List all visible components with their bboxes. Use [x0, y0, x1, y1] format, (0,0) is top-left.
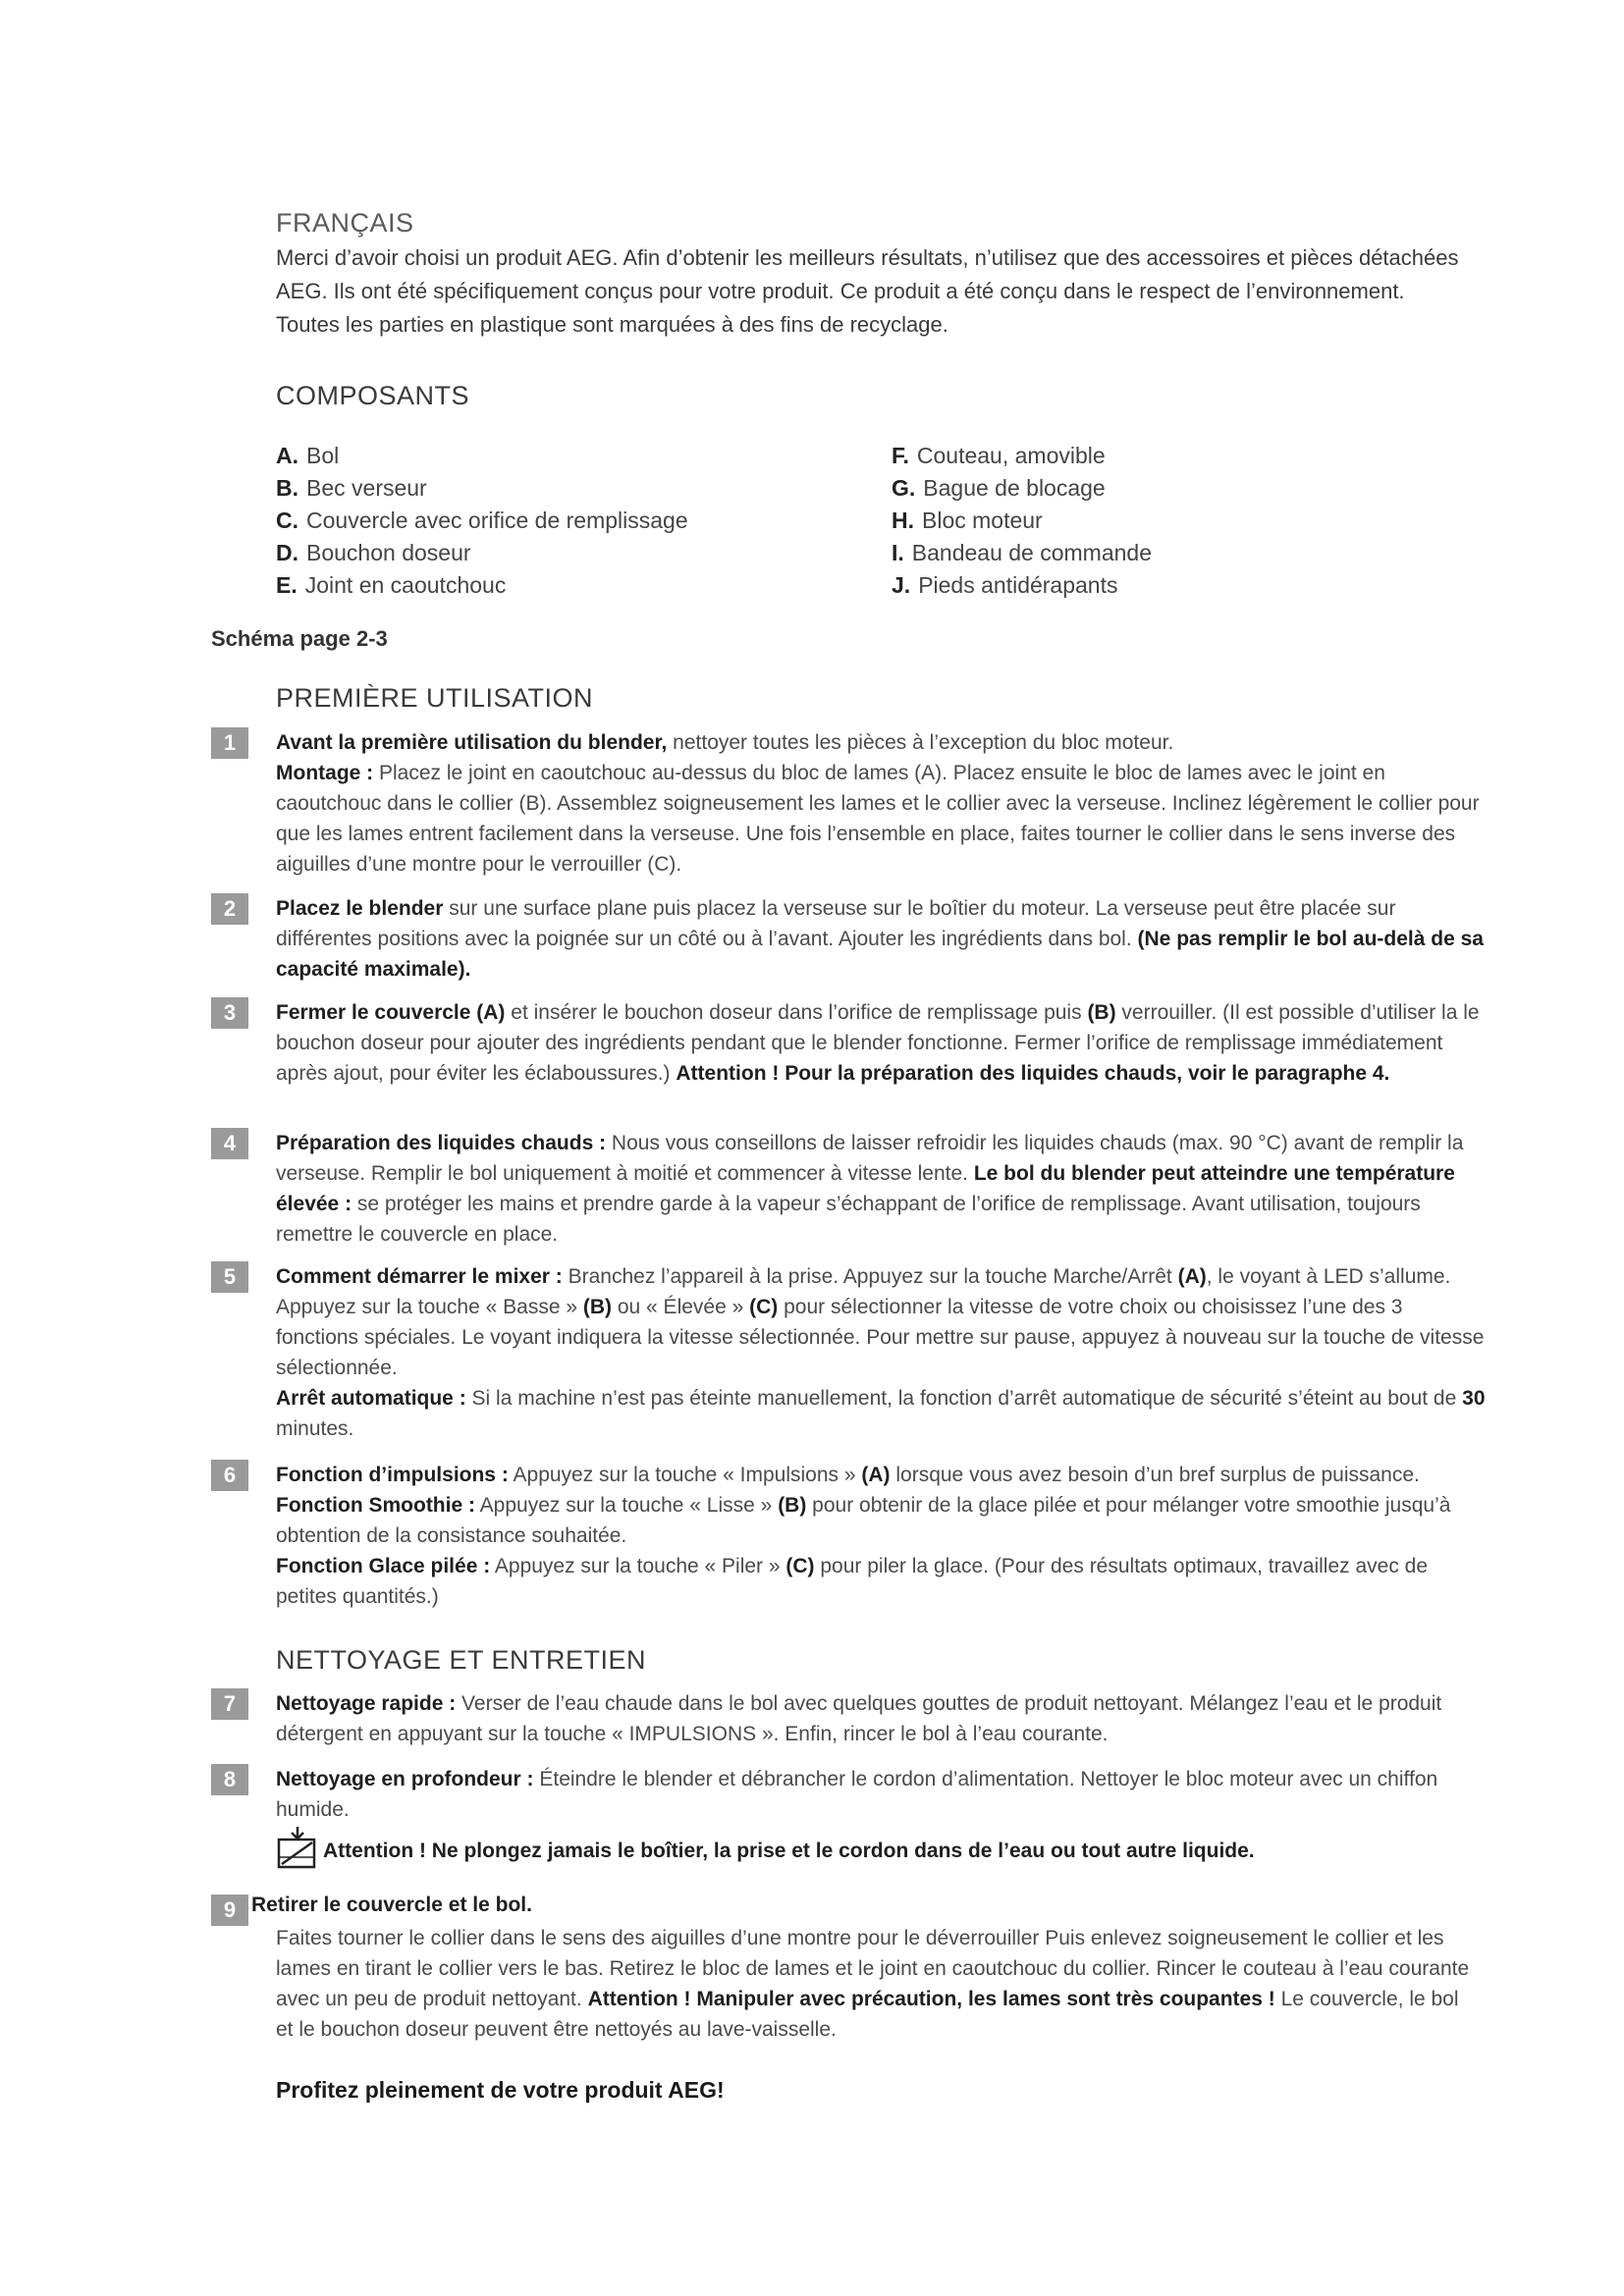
component-item: E. Joint en caoutchouc [276, 572, 507, 598]
step-number-badge: 8 [211, 1764, 248, 1795]
intro-paragraph: Merci d’avoir choisi un produit AEG. Afin d’obtenir les meilleurs résultats, n’utilisez que des accessoires et pièces détachées AEG. Ils ont été spécifiquement conçus pour votre produit. Ce produit a été conçu dans le respect de l’environnement. Toutes les parties en plastique sont marquées à des fins de recyclage. [276, 245, 1459, 337]
step-text: Nettoyage rapide : Verser de l’eau chaude dans le bol avec quelques gouttes de produit nettoyant. Mélangez l’eau et le produit détergent en appuyant sur la touche « IMPULSIONS ». Enfin, rincer le bol à l’eau courante. [276, 1692, 1442, 1745]
step-text: Comment démarrer le mixer : Branchez l’appareil à la prise. Appuyez sur la touche Marche/Arrêt (A), le voyant à LED s’allume. Appuyez sur la touche « Basse » (B) ou « Élevée » (C) pour sélectionner la vitesse de votre choix ou choisissez l’une des 3 fonctions spéciales. Le voyant indiquera la vitesse sélectionnée. Pour mettre sur pause, appuyez à nouveau sur la touche de vitesse sélectionnée. Arrêt automatique : Si la machine n’est pas éteinte manuellement, la fonction d’arrêt automatique de sécurité s’éteint au bout de 30 minutes. [276, 1265, 1486, 1440]
first-use-title: PREMIÈRE UTILISATION [276, 683, 594, 713]
step-text: Placez le blender sur une surface plane puis placez la verseuse sur le boîtier du moteur. La verseuse peut être placée sur différentes positions avec la poignée sur un côté ou à l’avant. Ajouter les ingrédients dans bol. (Ne pas remplir le bol au-delà de sa capacité maximale). [276, 897, 1484, 981]
step-text: Préparation des liquides chauds : Nous vous conseillons de laisser refroidir les liquides chauds (max. 90 °C) avant de remplir la verseuse. Remplir le bol uniquement à moitié et commencer à vitesse lente. Le bol du blender peut atteindre une température élevée : se protéger les mains et prendre garde à la vapeur s’échappant de l’orifice de remplissage. Avant utilisation, toujours remettre le couvercle en place. [276, 1132, 1464, 1246]
cleaning-title: NETTOYAGE ET ENTRETIEN [276, 1645, 647, 1675]
step-9-heading: Retirer le couvercle et le bol. [251, 1894, 532, 1916]
step-number-badge: 7 [211, 1688, 248, 1720]
components-title: COMPOSANTS [276, 381, 470, 410]
no-immersion-icon [276, 1826, 319, 1871]
step-9-text: Faites tourner le collier dans le sens des aiguilles d’une montre pour le déverrouiller Puis enlevez soigneusement le collier et les lames en tirant le collier vers le bas. Retirez le bloc de lames et le joint en caoutchouc du collier. Rincer le couteau à l’eau courante avec un peu de produit nettoyant. Attention ! Manipuler avec précaution, les lames sont très coupantes ! Le couvercle, le bol et le bouchon doseur peuvent être nettoyés au lave-vaisselle. [276, 1927, 1470, 2041]
step-number-badge: 6 [211, 1460, 248, 1491]
step-number-badge: 5 [211, 1261, 248, 1293]
step-text: Fermer le couvercle (A) et insérer le bouchon doseur dans l’orifice de remplissage puis (B) verrouiller. (Il est possible d’utiliser la le bouchon doseur pour ajouter des ingrédients pendant que le blender fonctionne. Fermer l’orifice de remplissage immédiatement après ajout, pour éviter les éclaboussures.) Attention ! Pour la préparation des liquides chauds, voir le paragraphe 4. [276, 1001, 1480, 1085]
warning-notice [276, 1826, 1454, 1875]
step-number-badge: 4 [211, 1128, 248, 1159]
components-list-right [892, 440, 1481, 602]
schema-reference: Schéma page 2-3 [211, 626, 388, 651]
component-item: G. Bague de blocage [892, 475, 1106, 501]
step-text: Nettoyage en profondeur : Éteindre le blender et débrancher le cordon d’alimentation. Nettoyer le bloc moteur avec un chiffon humide. [276, 1768, 1438, 1821]
step-number-badge: 1 [211, 727, 248, 759]
components-list-left [276, 440, 865, 602]
component-item: I. Bandeau de commande [892, 540, 1153, 565]
step-number-badge: 2 [211, 893, 248, 925]
component-item: D. Bouchon doseur [276, 540, 471, 565]
step-text: Fonction d’impulsions : Appuyez sur la touche « Impulsions » (A) lorsque vous avez besoin d’un bref surplus de puissance. Fonction Smoothie : Appuyez sur la touche « Lisse » (B) pour obtenir de la glace pilée et pour mélanger votre smoothie jusqu’à obtention de la consistance souhaitée. Fonction Glace pilée : Appuyez sur la touche « Piler » (C) pour piler la glace. (Pour des résultats optimaux, travaillez avec de petites quantités.) [276, 1464, 1451, 1608]
language-title: FRANÇAIS [276, 208, 414, 238]
step-number-badge: 9 [211, 1895, 248, 1926]
step-text: Avant la première utilisation du blender, nettoyer toutes les pièces à l’exception du bloc moteur. Montage : Placez le joint en caoutchouc au-dessus du bloc de lames (A). Placez ensuite le bloc de lames avec le joint en caoutchouc dans le collier (B). Assemblez soigneusement les lames et le collier avec la verseuse. Inclinez légèrement le collier pour que les lames entrent facilement dans la verseuse. Une fois l’ensemble en place, faites tourner le collier dans le sens inverse des aiguilles d’une montre pour le verrouiller (C). [276, 731, 1480, 876]
component-item: C. Couvercle avec orifice de remplissage [276, 507, 688, 533]
component-item: J. Pieds antidérapants [892, 572, 1118, 598]
closing-line: Profitez pleinement de votre produit AEG! [276, 2077, 725, 2103]
component-item: B. Bec verseur [276, 475, 427, 501]
component-item: A. Bol [276, 443, 340, 468]
component-item: F. Couteau, amovible [892, 443, 1106, 468]
component-item: H. Bloc moteur [892, 507, 1043, 533]
warning-text: Attention ! Ne plongez jamais le boîtier, la prise et le cordon dans de l’eau ou tout autre liquide. [323, 1840, 1255, 1862]
step-number-badge: 3 [211, 997, 248, 1029]
